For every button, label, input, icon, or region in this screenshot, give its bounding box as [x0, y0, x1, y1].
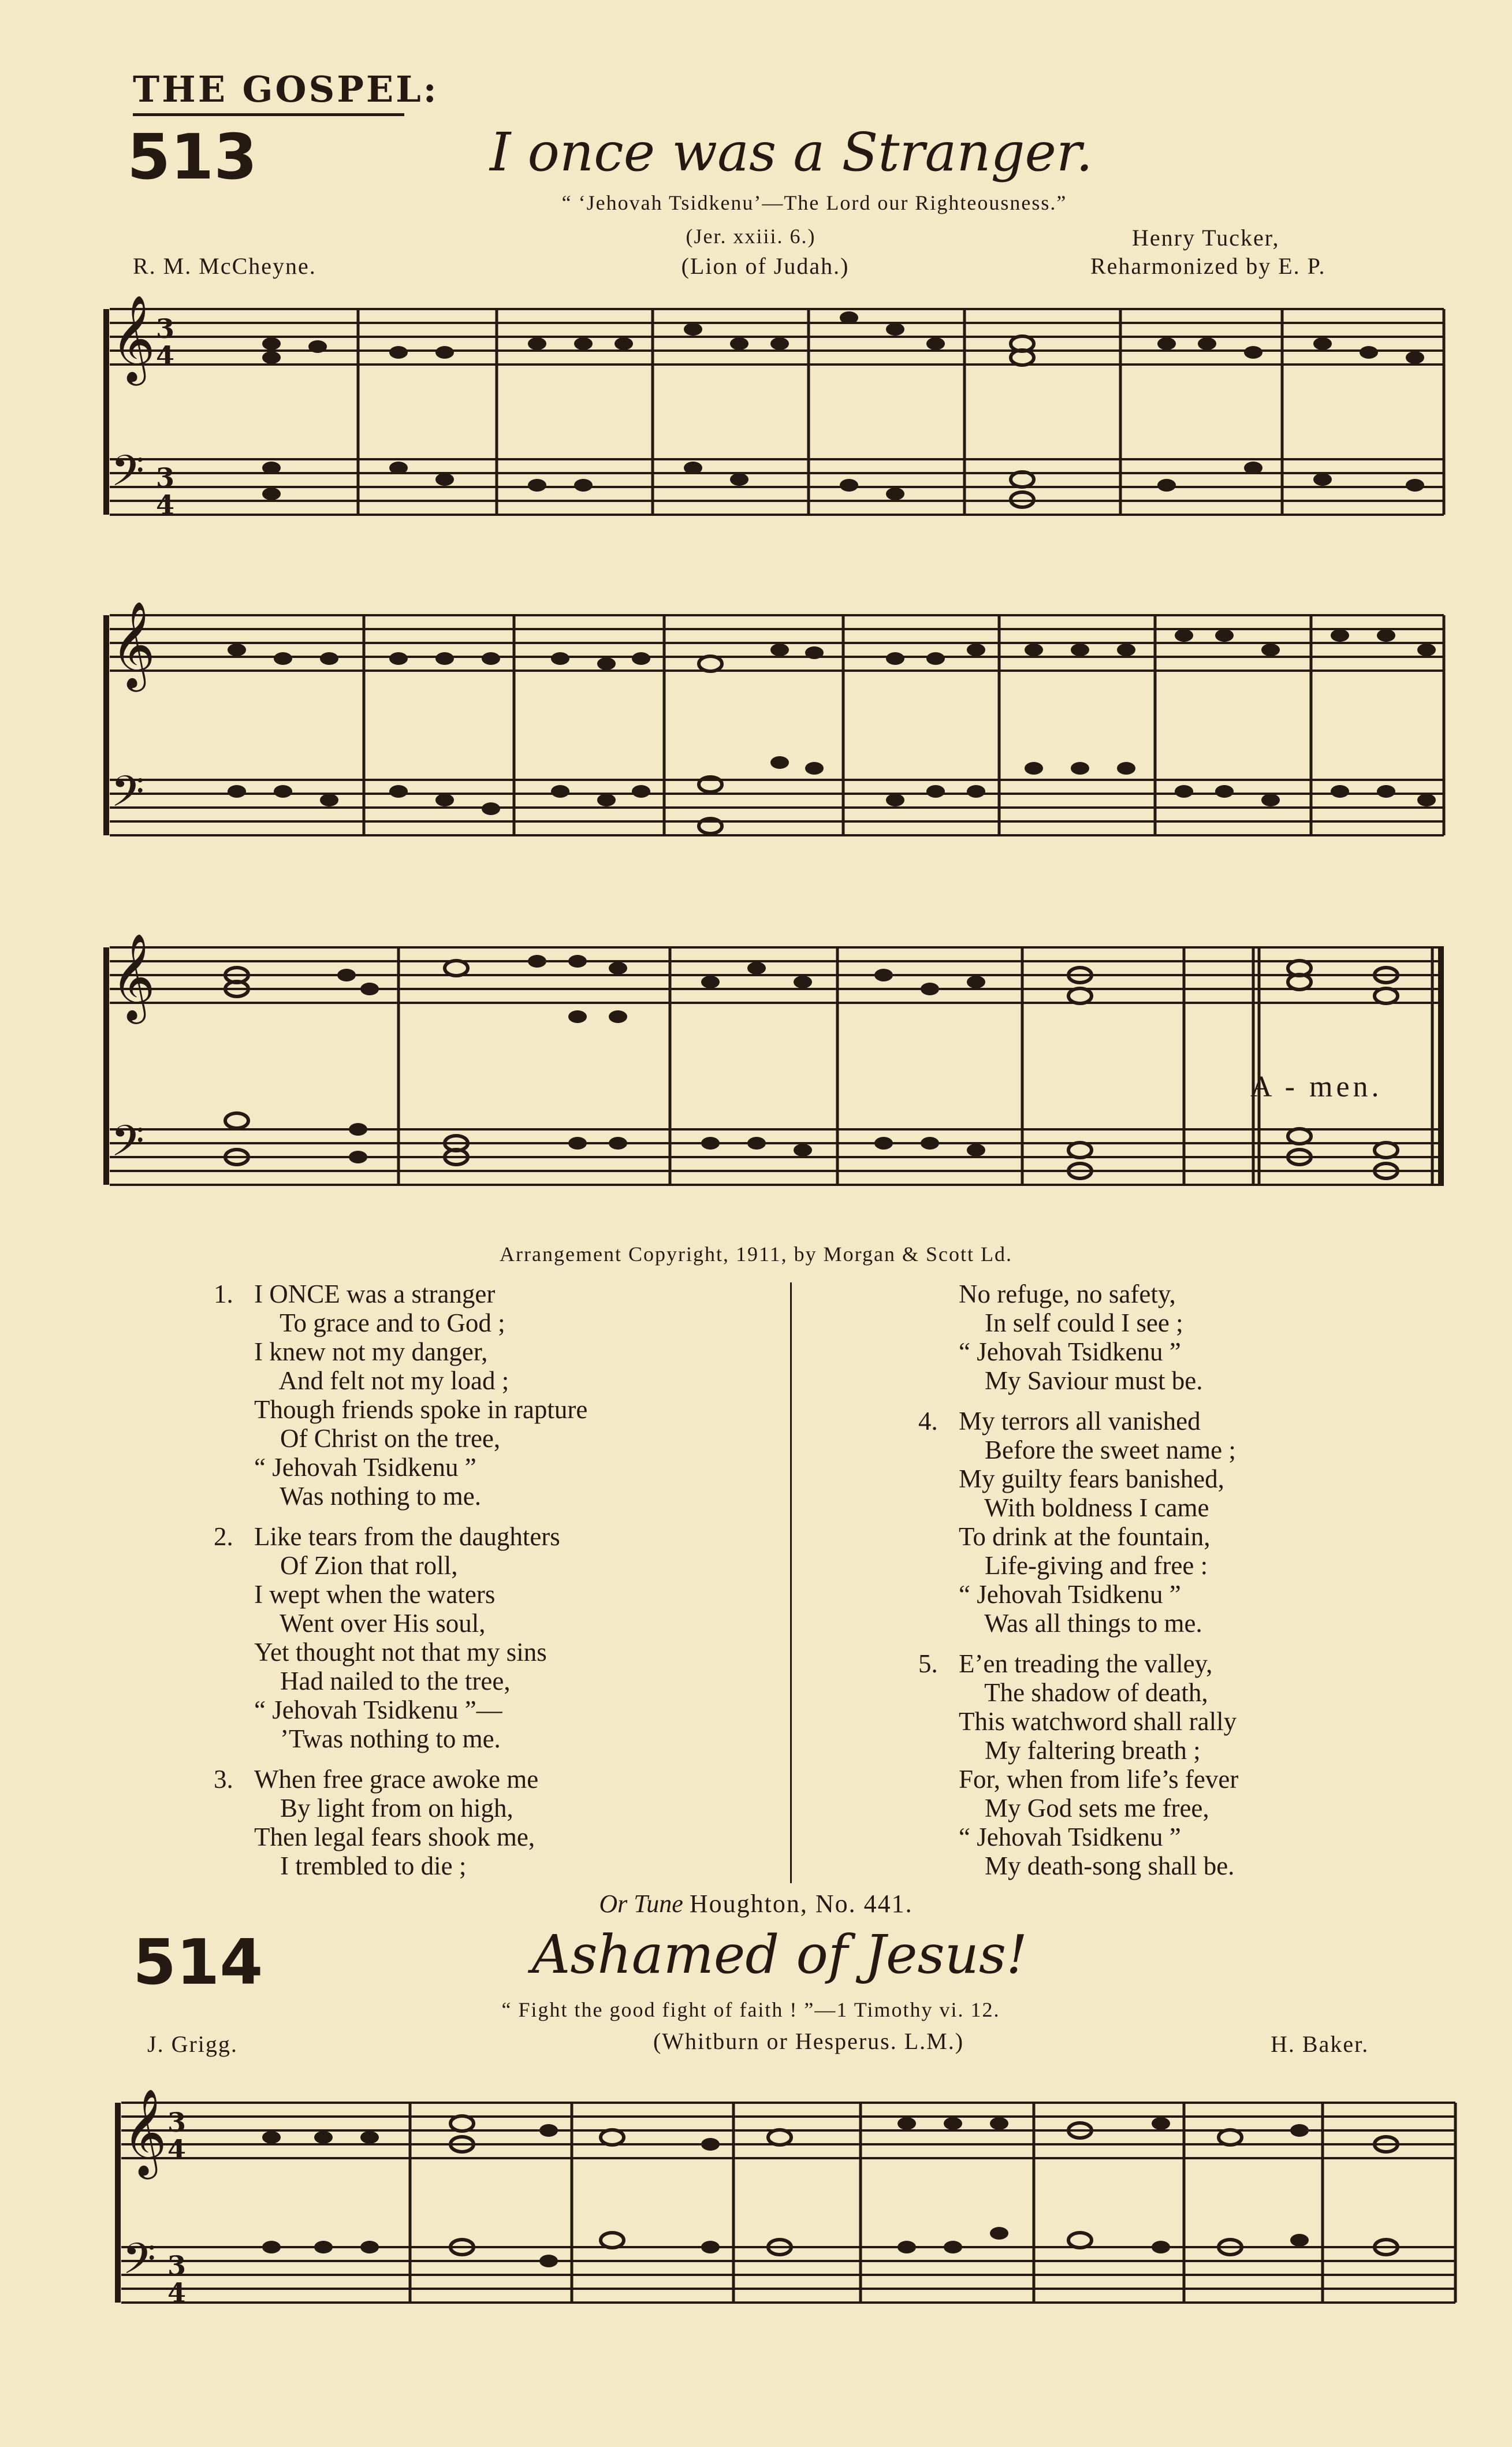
verse-text: Like tears from the daughters Of Zion that roll, I wept when the waters Went over His soul, Yet thought not that my sins Had nailed to the tree, “ Jehovah Tsidkenu ”— ’Twas nothing to me.: [254, 1522, 560, 1753]
amen-lyric: A - men.: [1250, 1070, 1383, 1103]
music-system-1: [98, 295, 1450, 560]
verse-number: 5.: [918, 1649, 938, 1678]
hymn-epigraph: “ Fight the good fight of faith ! ”—1 Timothy vi. 12.: [501, 1998, 1000, 2021]
verse-number: 3.: [214, 1765, 233, 1794]
verse-text: I ONCE was a stranger To grace and to God ; I knew not my danger, And felt not my load ; Though friends spoke in rapture Of Christ on the tree, “ Jehovah Tsidkenu ” Was nothing to me.: [254, 1280, 588, 1511]
bass-staff: [110, 780, 1444, 835]
bass-clef: 𝄢: [111, 446, 144, 507]
time-signature: 3: [156, 313, 175, 344]
bass-staff: [110, 1129, 1444, 1185]
bass-clef: 𝄢: [111, 767, 144, 827]
author-name: R. M. McCheyne.: [133, 253, 316, 279]
barlines: [364, 615, 1444, 835]
svg-text:4: 4: [167, 2277, 187, 2308]
tune-name: (Whitburn or Hesperus. L.M.): [653, 2028, 964, 2054]
hymn-title: I once was a Stranger.: [489, 121, 1093, 183]
treble-clef: 𝄞: [111, 932, 155, 1020]
music-system-514: [110, 2074, 1461, 2345]
alternate-tune-name: Houghton, No. 441.: [689, 1890, 913, 1918]
section-heading-rule: [133, 113, 404, 116]
bass-clef: 𝄢: [122, 2234, 156, 2294]
treble-clef: 𝄞: [111, 601, 155, 688]
svg-text:4: 4: [156, 489, 175, 520]
bass-staff: [121, 2247, 1455, 2303]
bass-clef: 𝄢: [111, 1116, 144, 1177]
column-divider: [790, 1282, 792, 1883]
alternate-tune-note: [0, 1889, 1512, 1918]
barlines: [399, 947, 1441, 1185]
alternate-tune-prefix: Or Tune: [599, 1890, 683, 1918]
copyright-notice: Arrangement Copyright, 1911, by Morgan & Scott Ld.: [500, 1243, 1012, 1266]
hymn-epigraph: “ ‘Jehovah Tsidkenu’—The Lord our Righteousness.”: [561, 191, 1067, 214]
arranger-credit: Reharmonized by E. P.: [1090, 253, 1326, 279]
bass-notes: [225, 1113, 1398, 1178]
composer-name: H. Baker.: [1271, 2031, 1369, 2057]
hymn-title: Ashamed of Jesus!: [531, 1924, 1028, 1985]
section-heading: THE GOSPEL:: [133, 68, 439, 110]
verse-text: My terrors all vanished Before the sweet name ; My guilty fears banished, With boldness I came To drink at the fountain, Life-giving and free : “ Jehovah Tsidkenu ” Was all things to me.: [959, 1407, 1236, 1638]
svg-text:4: 4: [167, 2134, 187, 2165]
svg-text:4: 4: [156, 340, 175, 371]
composer-name: Henry Tucker,: [1132, 225, 1280, 251]
treble-staff: [110, 947, 1444, 1003]
treble-notes: [228, 629, 1436, 671]
svg-text:3: 3: [156, 462, 175, 493]
scripture-reference: (Jer. xxiii. 6.): [686, 225, 816, 248]
music-system-3: [98, 924, 1450, 1225]
treble-staff: [110, 615, 1444, 671]
verse-text: When free grace awoke me By light from on high, Then legal fears shook me, I trembled to die ;: [254, 1765, 539, 1880]
treble-notes: [262, 2116, 1398, 2152]
svg-text:3: 3: [167, 2250, 187, 2281]
author-name: J. Grigg.: [147, 2031, 238, 2057]
verse-text: E’en treading the valley, The shadow of death, This watchword shall rally My faltering breath ; For, when from life’s fever My God sets me free, “ Jehovah Tsidkenu ” My death-song shall be.: [959, 1649, 1239, 1880]
verse-number: 1.: [214, 1280, 233, 1308]
hymn-number: 513: [127, 121, 258, 194]
music-system-2: [98, 601, 1450, 878]
treble-staff: [110, 309, 1444, 365]
treble-clef: 𝄞: [111, 295, 155, 382]
verse-number: 4.: [918, 1407, 938, 1436]
verse-text: No refuge, no safety, In self could I see ; “ Jehovah Tsidkenu ” My Saviour must be.: [959, 1280, 1203, 1395]
hymn-number: 514: [133, 1927, 263, 1999]
treble-clef: 𝄞: [122, 2088, 167, 2175]
barlines: [358, 309, 1444, 515]
time-signature: 3: [167, 2107, 187, 2138]
treble-notes: [262, 311, 1424, 365]
tune-name: (Lion of Judah.): [681, 253, 850, 279]
verse-number: 2.: [214, 1522, 233, 1551]
bass-staff: [110, 459, 1444, 515]
